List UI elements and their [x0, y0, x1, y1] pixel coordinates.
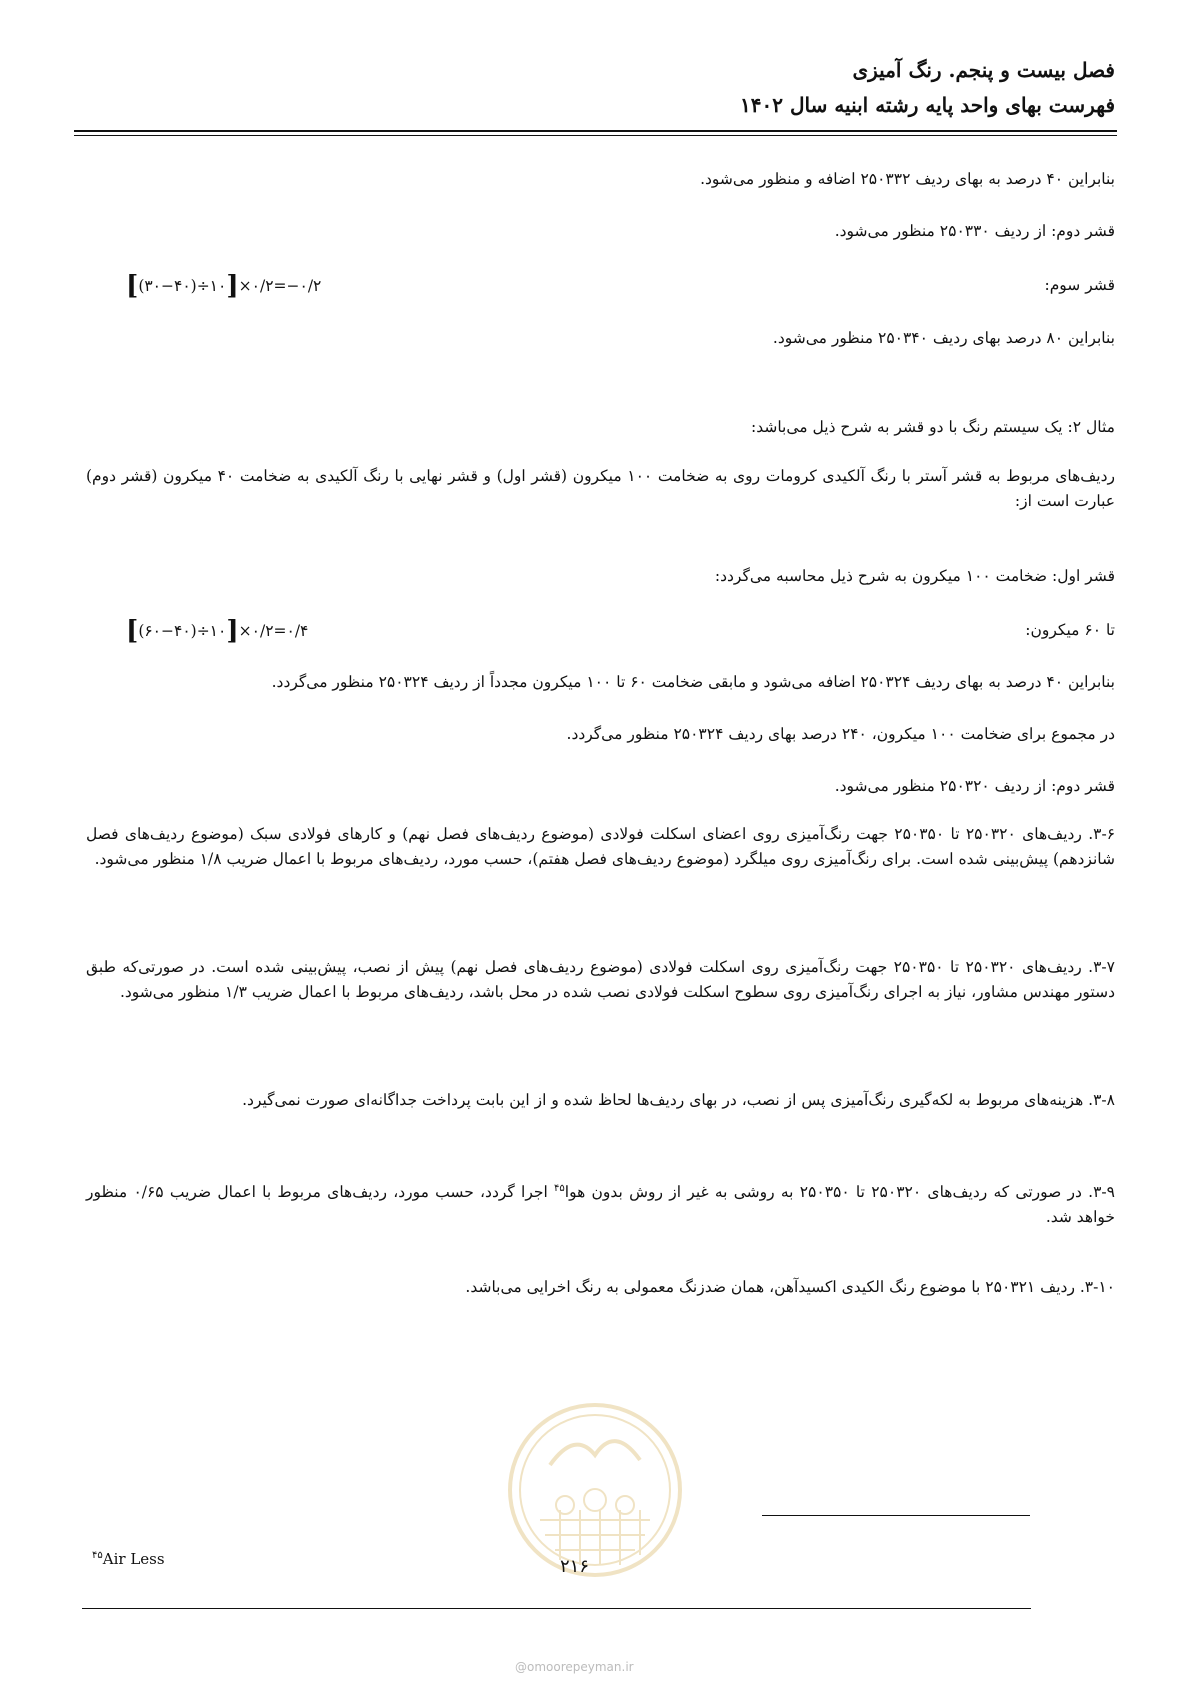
- clause-3-10: ۳-۱۰. ردیف ۲۵۰۳۲۱ با موضوع رنگ الکیدی اکسیدآهن، همان ضدزنگ معمولی به رنگ اخرایی می‌باشد.: [465, 1278, 1115, 1296]
- footnote-separator: [762, 1515, 1030, 1516]
- formula-part: (۶۰−۴۰)÷۱۰: [138, 622, 227, 640]
- paragraph-10: در مجموع برای ضخامت ۱۰۰ میکرون، ۲۴۰ درصد بهای ردیف ۲۵۰۳۲۴ منظور می‌گردد.: [566, 725, 1115, 743]
- example-2-heading: مثال ۲: یک سیستم رنگ با دو قشر به شرح ذیل می‌باشد:: [750, 418, 1115, 436]
- clause-3-7: ۳-۷. ردیف‌های ۲۵۰۳۲۰ تا ۲۵۰۳۵۰ جهت رنگ‌آمیزی روی اسکلت فولادی (موضوع ردیف‌های فصل نهم) پیش از نصب، پیش‌بینی شده است. در صورتی‌که طبق دستور مهندس مشاور، نیاز به اجرای رنگ‌آمیزی روی سطوح اسکلت فولادی نصب شده در محل باشد، ردیف‌های مربوط با اعمال ضریب ۱/۳ منظور می‌شود.: [86, 958, 1115, 1001]
- page-number: ۲۱۶: [560, 1556, 590, 1577]
- seal-watermark-icon: [505, 1400, 685, 1580]
- clause-3-9: [86, 1180, 1115, 1230]
- footnote-mark: ۴۵: [92, 1550, 103, 1561]
- footnote-text: Air Less: [102, 1550, 165, 1568]
- layer3-label: قشر سوم:: [1044, 276, 1115, 294]
- watermark-url: @omoorepeyman.ir: [515, 1660, 634, 1674]
- paragraph-2: قشر دوم: از ردیف ۲۵۰۳۳۰ منظور می‌شود.: [834, 222, 1115, 240]
- paragraph-4: بنابراین ۸۰ درصد بهای ردیف ۲۵۰۳۴۰ منظور می‌شود.: [772, 329, 1115, 347]
- paragraph-7: قشر اول: ضخامت ۱۰۰ میکرون به شرح ذیل محاسبه می‌گردد:: [714, 567, 1115, 585]
- book-title: فهرست بهای واحد پایه رشته ابنیه سال ۱۴۰۲: [740, 93, 1115, 117]
- header-rule-thin: [74, 135, 1117, 136]
- layer1-formula: [(۶۰−۴۰)÷۱۰]×۰/۲=۰/۴: [126, 616, 309, 646]
- layer3-formula: [(۳۰−۴۰)÷۱۰]×۰/۲=−۰/۲: [126, 271, 322, 301]
- footnote: [92, 1550, 165, 1568]
- layer1-60-label: تا ۶۰ میکرون:: [1025, 621, 1115, 639]
- formula-result: ×۰/۲=۰/۴: [238, 622, 309, 640]
- formula-result: ×۰/۲=−۰/۲: [238, 277, 322, 295]
- paragraph-11: قشر دوم: از ردیف ۲۵۰۳۲۰ منظور می‌شود.: [834, 777, 1115, 795]
- clause-3-6: ۳-۶. ردیف‌های ۲۵۰۳۲۰ تا ۲۵۰۳۵۰ جهت رنگ‌آمیزی روی اعضای اسکلت فولادی (موضوع ردیف‌های فصل نهم) و کارهای فولادی سبک (موضوع ردیف‌های فصل شانزدهم) پیش‌بینی شده است. برای رنگ‌آمیزی روی میلگرد (موضوع ردیف‌های فصل هفتم)، حسب مورد، ردیف‌های مربوط با اعمال ضریب ۱/۸ منظور می‌شود.: [86, 825, 1116, 868]
- clause-3-8: ۳-۸. هزینه‌های مربوط به لکه‌گیری رنگ‌آمیزی پس از نصب، در بهای ردیف‌ها لحاظ شده و از این بابت پرداخت جداگانه‌ای صورت نمی‌گیرد.: [242, 1091, 1115, 1109]
- clause-3-9-text-b: اجرا گردد، حسب مورد، ردیف‌های مربوط با اعمال ضریب ۰/۶۵ منظور خواهد شد.: [86, 1183, 1115, 1226]
- paragraph-9: بنابراین ۴۰ درصد به بهای ردیف ۲۵۰۳۲۴ اضافه می‌شود و مابقی ضخامت ۶۰ تا ۱۰۰ میکرون مجدداً از ردیف ۲۵۰۳۲۴ منظور می‌گردد.: [271, 673, 1115, 691]
- footer-rule: [82, 1608, 1031, 1609]
- footnote-reference: ۴۵: [554, 1182, 565, 1194]
- paragraph-6: ردیف‌های مربوط به قشر آستر با رنگ آلکیدی کرومات روی به ضخامت ۱۰۰ میکرون (قشر اول) و قشر نهایی با رنگ آلکیدی به ضخامت ۴۰ میکرون (قشر دوم) عبارت است از:: [86, 467, 1115, 510]
- clause-3-9-text-a: ۳-۹. در صورتی که ردیف‌های ۲۵۰۳۲۰ تا ۲۵۰۳۵۰ به روشی به غیر از روش بدون هوا: [564, 1183, 1115, 1201]
- chapter-title: فصل بیست و پنجم. رنگ آمیزی: [852, 58, 1115, 82]
- paragraph-1: بنابراین ۴۰ درصد به بهای ردیف ۲۵۰۳۳۲ اضافه و منظور می‌شود.: [700, 170, 1115, 188]
- formula-part: (۳۰−۴۰)÷۱۰: [138, 277, 227, 295]
- header-rule-thick: [74, 130, 1117, 132]
